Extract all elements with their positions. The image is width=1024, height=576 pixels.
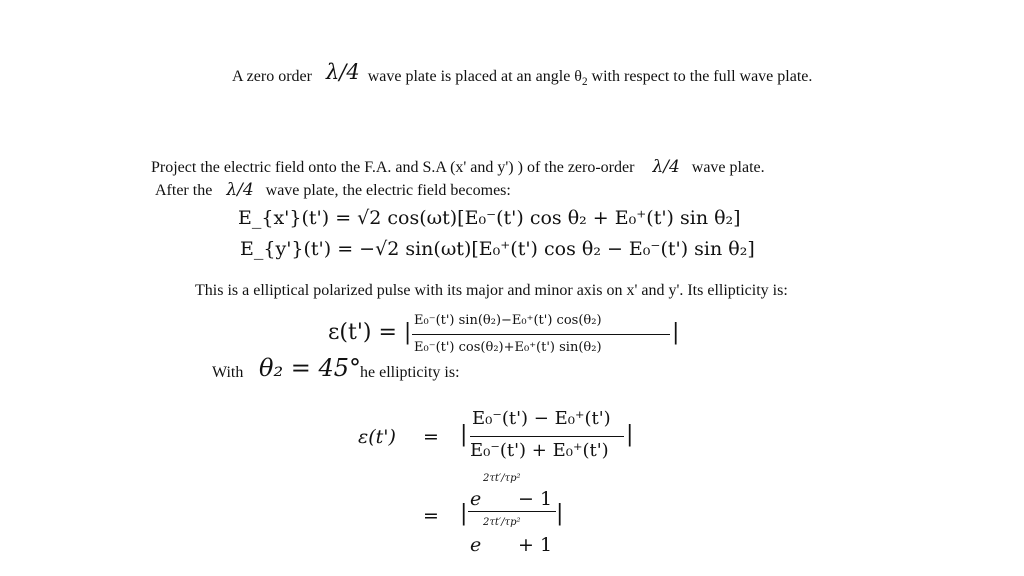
theta-45-math: θ₂ = 45°	[259, 354, 361, 382]
with-prefix: With	[212, 364, 244, 381]
num-tail: − 1	[518, 488, 553, 510]
project-sentence	[151, 159, 765, 176]
equals-2: =	[423, 505, 439, 527]
exponent-numerator: 2τt′/τp²	[483, 473, 521, 484]
ellipticity-numerator: E₀⁻(t') sin(θ₂)−E₀⁺(t') cos(θ₂)	[414, 313, 602, 328]
fraction1-denominator: E₀⁻(t') + E₀⁺(t')	[470, 440, 609, 461]
abs-bar-right-2: |	[556, 501, 564, 526]
abs-bar-left-2: |	[460, 501, 468, 526]
e-base-num: e	[470, 488, 482, 510]
ellipticity-sentence: This is a elliptical polarized pulse with its major and minor axis on x' and y'. Its ellipticity is:	[195, 282, 788, 299]
after-suffix: wave plate, the electric field becomes:	[265, 182, 511, 199]
abs-bar-right: |	[672, 320, 680, 345]
after-sentence	[155, 182, 511, 199]
project-suffix: wave plate.	[691, 159, 765, 176]
intro-sentence	[232, 60, 813, 89]
ellipticity-lhs: ε(t') = |	[328, 320, 412, 345]
intro-mid: wave plate is placed at an angle θ	[367, 68, 582, 85]
project-prefix: Project the electric field onto the F.A. and S.A (x' and y') ) of the zero-order	[151, 159, 635, 176]
e-base-den: e	[470, 534, 482, 556]
intro-suffix: with respect to the full wave plate.	[591, 68, 813, 85]
fraction-bar	[468, 511, 556, 512]
fraction1-numerator: E₀⁻(t') − E₀⁺(t')	[472, 408, 611, 429]
lambda-quarter-math: λ/4	[652, 157, 680, 177]
intro-sub: 2	[581, 76, 588, 89]
lambda-quarter-math: λ/4	[226, 180, 254, 200]
den-tail: + 1	[518, 534, 553, 556]
after-prefix: After the	[155, 182, 213, 199]
intro-prefix: A zero order	[232, 68, 312, 85]
ey-equation: E_{y'}(t') = −√2 sin(ωt)[E₀⁺(t') cos θ₂ − E₀⁻(t') sin θ₂]	[240, 238, 755, 260]
ellipticity-denominator: E₀⁻(t') cos(θ₂)+E₀⁺(t') sin(θ₂)	[414, 340, 602, 355]
abs-bar-right-1: |	[626, 422, 634, 447]
lambda-quarter-math: λ/4	[325, 60, 360, 84]
with-suffix: he ellipticity is:	[360, 364, 460, 381]
final-lhs: ε(t')	[358, 426, 396, 448]
equals-1: =	[423, 426, 439, 448]
fraction-bar	[412, 334, 670, 335]
abs-bar-left-1: |	[460, 422, 468, 447]
exponent-denominator: 2τt′/τp²	[483, 517, 521, 528]
fraction-bar	[470, 436, 624, 437]
ex-equation: E_{x'}(t') = √2 cos(ωt)[E₀⁻(t') cos θ₂ + E₀⁺(t') sin θ₂]	[238, 207, 741, 229]
